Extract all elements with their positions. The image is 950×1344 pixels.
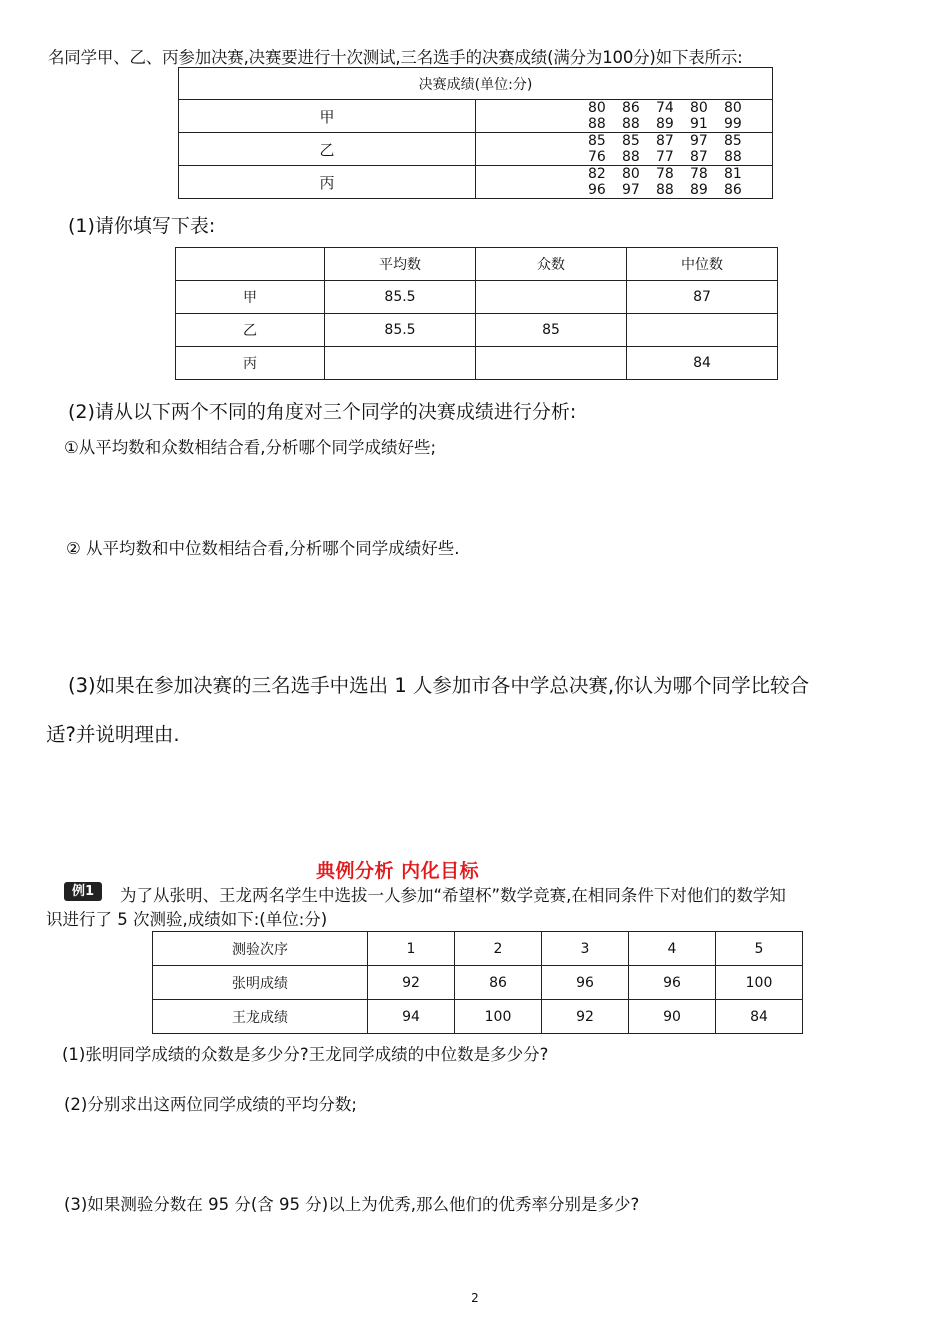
table-cell bbox=[627, 314, 778, 347]
table-cell: 3 bbox=[542, 932, 629, 966]
example-question-1: (1)张明同学成绩的众数是多少分?王龙同学成绩的中位数是多少分? bbox=[62, 1045, 549, 1064]
row-name: 乙 bbox=[179, 133, 476, 166]
table-cell: 甲 bbox=[176, 281, 325, 314]
table-row bbox=[179, 100, 773, 133]
table-row bbox=[176, 347, 778, 380]
test-scores-table bbox=[152, 931, 803, 1034]
table-cell bbox=[325, 347, 476, 380]
example-badge: 例1 bbox=[64, 882, 102, 901]
table-cell: 96 bbox=[542, 966, 629, 1000]
question-2a: ①从平均数和众数相结合看,分析哪个同学成绩好些; bbox=[64, 438, 437, 457]
table-cell: 王龙成绩 bbox=[153, 1000, 368, 1034]
section-heading: 典例分析 内化目标 bbox=[316, 860, 480, 882]
table-row bbox=[153, 932, 803, 966]
table-cell: 94 bbox=[368, 1000, 455, 1034]
table-row bbox=[153, 966, 803, 1000]
table-row bbox=[176, 314, 778, 347]
table-cell: 乙 bbox=[176, 314, 325, 347]
table-cell: 92 bbox=[542, 1000, 629, 1034]
table-cell: 丙 bbox=[176, 347, 325, 380]
table-row bbox=[179, 166, 773, 199]
final-scores-table bbox=[178, 67, 773, 199]
table-cell: 84 bbox=[627, 347, 778, 380]
question-2: (2)请从以下两个不同的角度对三个同学的决赛成绩进行分析: bbox=[68, 401, 577, 423]
table-cell: 张明成绩 bbox=[153, 966, 368, 1000]
table-cell: 85.5 bbox=[325, 281, 476, 314]
table-cell: 92 bbox=[368, 966, 455, 1000]
table-cell: 100 bbox=[716, 966, 803, 1000]
table-cell: 96 bbox=[629, 966, 716, 1000]
table-cell: 测验次序 bbox=[153, 932, 368, 966]
header-cell: 中位数 bbox=[627, 248, 778, 281]
header-cell: 平均数 bbox=[325, 248, 476, 281]
table-cell: 90 bbox=[629, 1000, 716, 1034]
table-cell: 85 bbox=[476, 314, 627, 347]
table-row bbox=[153, 1000, 803, 1034]
table-cell: 87 bbox=[627, 281, 778, 314]
row-scores: 85 85 87 97 8576 88 77 87 88 bbox=[476, 133, 773, 166]
intro-text: 名同学甲、乙、丙参加决赛,决赛要进行十次测试,三名选手的决赛成绩(满分为100分)如下表所示: bbox=[48, 48, 743, 67]
table-header-row bbox=[176, 248, 778, 281]
table-cell: 5 bbox=[716, 932, 803, 966]
example-question-2: (2)分别求出这两位同学成绩的平均分数; bbox=[64, 1095, 357, 1114]
table-cell: 1 bbox=[368, 932, 455, 966]
table-cell: 84 bbox=[716, 1000, 803, 1034]
row-name: 丙 bbox=[179, 166, 476, 199]
page-number: 2 bbox=[471, 1291, 479, 1305]
table-row bbox=[176, 281, 778, 314]
example-question-3: (3)如果测验分数在 95 分(含 95 分)以上为优秀,那么他们的优秀率分别是多少? bbox=[64, 1195, 640, 1214]
question-3-line1: (3)如果在参加决赛的三名选手中选出 1 人参加市各中学总决赛,你认为哪个同学比较合 bbox=[68, 674, 810, 697]
example-text-line1: 为了从张明、王龙两名学生中选拔一人参加“希望杯”数学竞赛,在相同条件下对他们的数学知 bbox=[120, 886, 786, 905]
question-1: (1)请你填写下表: bbox=[68, 215, 216, 237]
table-caption: 决赛成绩(单位:分) bbox=[179, 68, 773, 100]
header-cell bbox=[176, 248, 325, 281]
header-cell: 众数 bbox=[476, 248, 627, 281]
table-cell bbox=[476, 347, 627, 380]
example-text-line2: 识进行了 5 次测验,成绩如下:(单位:分) bbox=[46, 910, 328, 929]
table-cell: 85.5 bbox=[325, 314, 476, 347]
row-name: 甲 bbox=[179, 100, 476, 133]
row-scores: 80 86 74 80 8088 88 89 91 99 bbox=[476, 100, 773, 133]
table-cell: 2 bbox=[455, 932, 542, 966]
table-cell: 86 bbox=[455, 966, 542, 1000]
question-3-line2: 适?并说明理由. bbox=[46, 723, 180, 746]
table-row bbox=[179, 133, 773, 166]
table-cell bbox=[476, 281, 627, 314]
table-cell: 100 bbox=[455, 1000, 542, 1034]
question-2b: ② 从平均数和中位数相结合看,分析哪个同学成绩好些. bbox=[66, 539, 460, 558]
statistics-fill-table bbox=[175, 247, 778, 380]
table-cell: 4 bbox=[629, 932, 716, 966]
row-scores: 82 80 78 78 8196 97 88 89 86 bbox=[476, 166, 773, 199]
